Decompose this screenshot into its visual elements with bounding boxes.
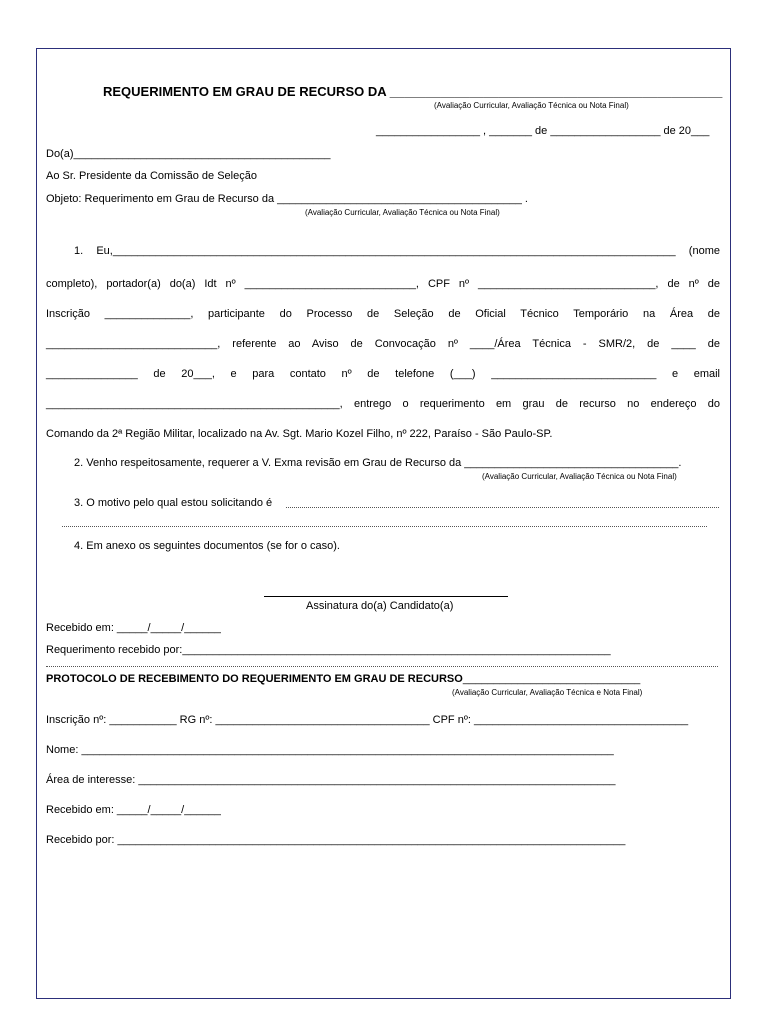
page-frame (36, 48, 731, 999)
do-line: Do(a)__________________________________________ (46, 148, 331, 160)
item-1-line-5: _______________ de 20___, e para contato nº de telefone (___) ___________________________ e email (46, 368, 720, 380)
protocol-title: PROTOCOLO DE RECEBIMENTO DO REQUERIMENTO EM GRAU DE RECURSO (46, 673, 463, 685)
req-recebido-por: Requerimento recebido por:______________________________________________________________________ (46, 644, 611, 656)
item-2-line: 2. Venho respeitosamente, requerer a V. Exma revisão em Grau de Recurso da ___________________________________. (74, 457, 682, 469)
protocol-title-blank: _____________________________ (462, 673, 641, 685)
item-3-dotted-line (286, 507, 719, 508)
item-1-line-2: completo), portador(a) do(a) Idt nº ____________________________, CPF nº _____________________________, de nº de (46, 278, 720, 290)
item-1-line-3: Inscrição ______________, participante do Processo de Seleção de Oficial Técnico Temporário na Área de (46, 308, 720, 320)
item-3-line: 3. O motivo pelo qual estou solicitando é (74, 497, 273, 509)
cut-line (46, 666, 718, 667)
protocol-hint: (Avaliação Curricular, Avaliação Técnica e Nota Final) (452, 688, 643, 697)
signature-label: Assinatura do(a) Candidato(a) (306, 600, 454, 612)
item-4-line: 4. Em anexo os seguintes documentos (se for o caso). (74, 540, 340, 552)
item-1-line-7: Comando da 2ª Região Militar, localizado na Av. Sgt. Mario Kozel Filho, nº 222, Paraíso - São Paulo-SP. (46, 428, 553, 440)
signature-line (264, 596, 508, 597)
item-3-dotted-line-2 (62, 526, 707, 527)
title-hint: (Avaliação Curricular, Avaliação Técnica ou Nota Final) (434, 101, 629, 110)
recebido-em-1: Recebido em: _____/_____/______ (46, 622, 221, 634)
area-line: Área de interesse: ______________________________________________________________________________ (46, 774, 616, 786)
date-line: _________________ , _______ de __________________ de 20___ (376, 125, 710, 137)
recebido-em-2: Recebido em: _____/_____/______ (46, 804, 221, 816)
item-1-line-1: 1. Eu,____________________________________________________________________________________________ (nome (74, 245, 720, 257)
nome-line: Nome: _______________________________________________________________________________________ (46, 744, 614, 756)
protocol-title-row (46, 673, 640, 686)
ao-line: Ao Sr. Presidente da Comissão de Seleção (46, 170, 257, 182)
item-2-hint: (Avaliação Curricular, Avaliação Técnica ou Nota Final) (482, 472, 677, 481)
item-1-line-4: ____________________________, referente ao Aviso de Convocação nº ____/Área Técnica - SMR/2, de ____ de (46, 338, 720, 350)
form-title: REQUERIMENTO EM GRAU DE RECURSO DA ______________________________________________ (103, 84, 723, 99)
inscricao-line: Inscrição nº: ___________ RG nº: ___________________________________ CPF nº: ___________________________________ (46, 714, 689, 726)
item-1-line-6: ________________________________________________, entrego o requerimento em grau de recurso no endereço do (46, 398, 720, 410)
recebido-por: Recebido por: ___________________________________________________________________________________ (46, 834, 626, 846)
objeto-hint: (Avaliação Curricular, Avaliação Técnica ou Nota Final) (305, 208, 500, 217)
objeto-line: Objeto: Requerimento em Grau de Recurso da ________________________________________ . (46, 193, 528, 205)
